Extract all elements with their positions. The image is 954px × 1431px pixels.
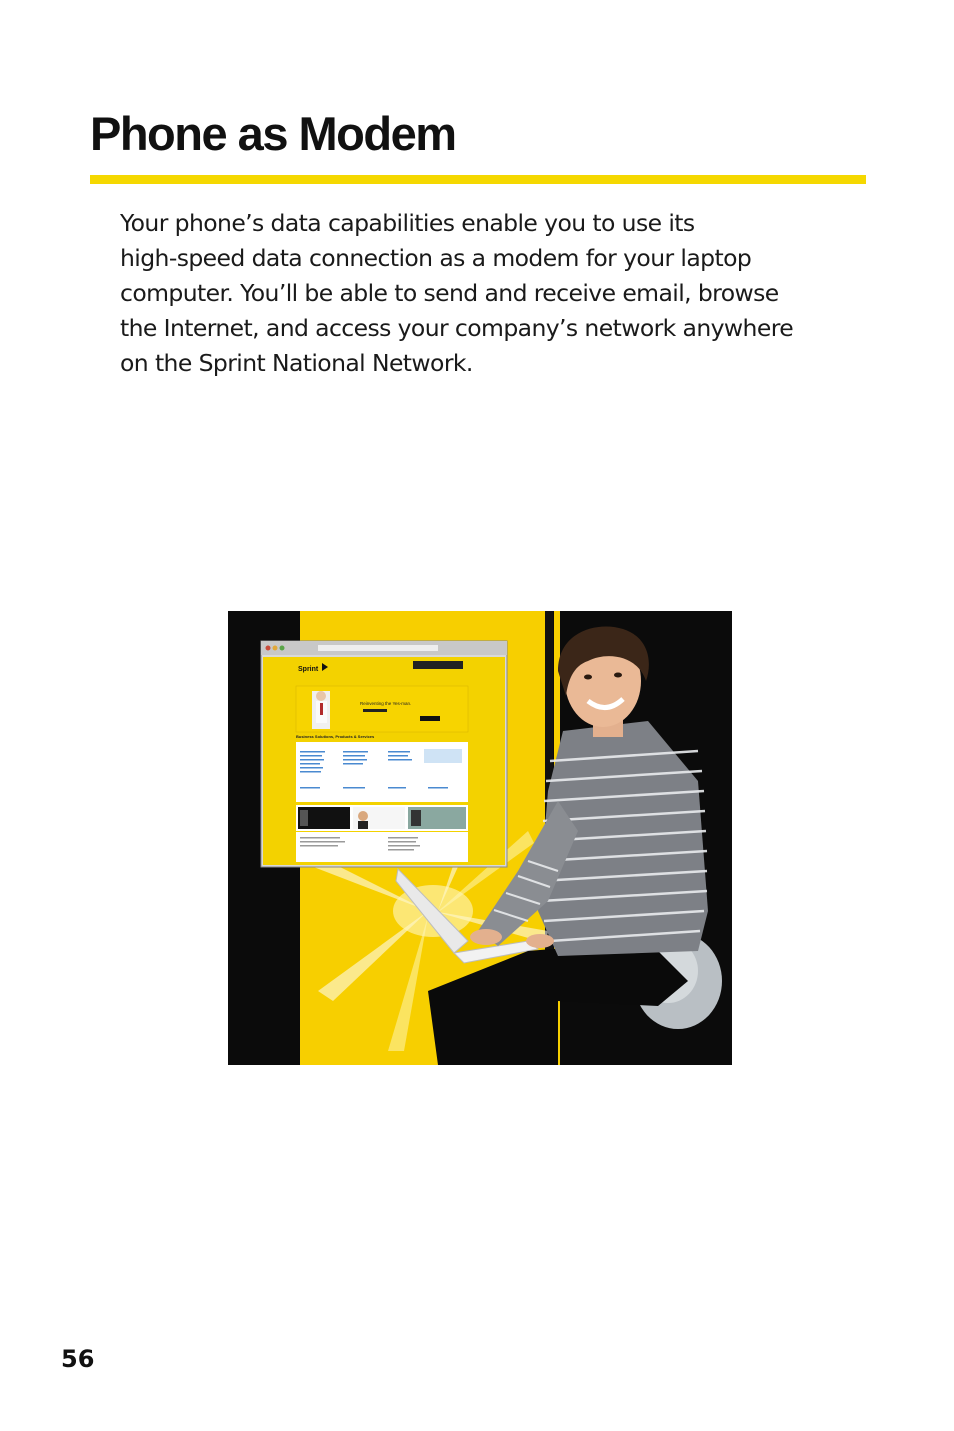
paragraph-line: high-speed data connection as a modem for your laptop xyxy=(120,244,752,272)
screen-banner-text: Reinventing the Yes-man. xyxy=(360,701,412,706)
paragraph-line: computer. You’ll be able to send and receive email, browse xyxy=(120,279,779,307)
page-number: 56 xyxy=(61,1345,95,1373)
title-underline xyxy=(90,175,866,184)
intro-paragraph xyxy=(120,206,840,381)
paragraph-line: on the Sprint National Network. xyxy=(120,349,473,377)
screen-section-heading: Business Solutions, Products & Services xyxy=(296,734,375,739)
paragraph-line: Your phone’s data capabilities enable you to use its xyxy=(120,209,695,237)
browser-window-illustration xyxy=(261,641,507,867)
screen-brand-text: Sprint xyxy=(298,666,319,673)
page-title: Phone as Modem xyxy=(90,107,456,160)
paragraph-line: the Internet, and access your company’s network anywhere xyxy=(120,314,794,342)
laptop-user-photo xyxy=(228,611,732,1065)
